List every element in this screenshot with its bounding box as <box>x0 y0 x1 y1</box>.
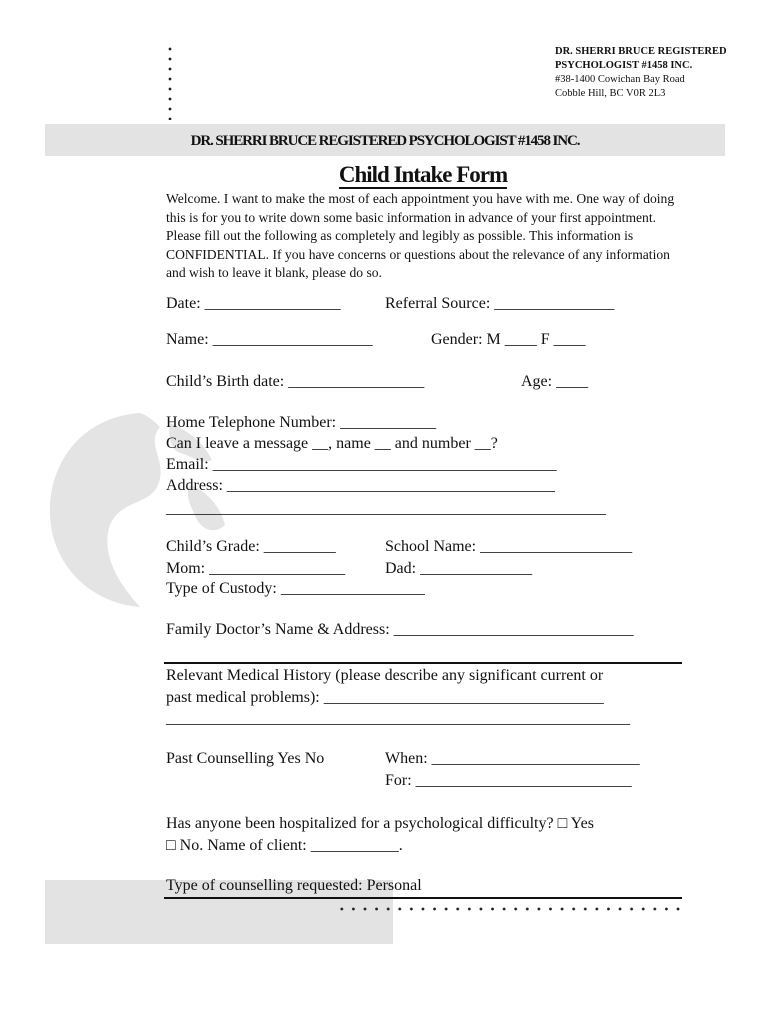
email-field[interactable]: Email: ___________________________________________ <box>166 456 557 473</box>
form-title <box>0 162 770 188</box>
past-counselling-field[interactable]: Past Counselling Yes No <box>166 750 325 767</box>
home-phone-field[interactable]: Home Telephone Number: ____________ <box>166 414 437 431</box>
medical-history-field-cont[interactable]: __________________________________________________________ <box>166 710 630 727</box>
hospitalized-client-name[interactable]: □ No. Name of client: ___________. <box>166 837 403 854</box>
referral-source-field[interactable]: Referral Source: _______________ <box>385 295 615 312</box>
address-line: Cobble Hill, BC V0R 2L3 <box>555 88 666 99</box>
letterhead-address <box>555 45 727 101</box>
family-doctor-field[interactable]: Family Doctor’s Name & Address: ______________________________ <box>166 621 634 638</box>
address-continued-field[interactable]: _______________________________________________________ <box>166 500 606 517</box>
age-field[interactable]: Age: ____ <box>521 373 589 390</box>
address-line: PSYCHOLOGIST #1458 INC. <box>555 60 693 71</box>
address-line: DR. SHERRI BRUCE REGISTERED <box>555 46 727 57</box>
medical-history-prompt: Relevant Medical History (please describe any significant current or <box>166 667 604 684</box>
grade-field[interactable]: Child’s Grade: _________ <box>166 538 336 555</box>
leave-message-field[interactable]: Can I leave a message __, name __ and number __? <box>166 435 498 452</box>
counselling-when-field[interactable]: When: __________________________ <box>385 750 640 767</box>
date-field[interactable]: Date: _________________ <box>166 295 341 312</box>
section-divider <box>164 662 682 664</box>
counselling-type-field[interactable]: Type of counselling requested: Personal <box>166 877 422 894</box>
address-field[interactable]: Address: _________________________________________ <box>166 477 555 494</box>
gender-field[interactable]: Gender: M ____ F ____ <box>431 331 586 348</box>
birth-date-field[interactable]: Child’s Birth date: _________________ <box>166 373 425 390</box>
counselling-for-field[interactable]: For: ___________________________ <box>385 772 632 789</box>
hospitalized-question[interactable]: Has anyone been hospitalized for a psychological difficulty? □ Yes <box>166 815 594 832</box>
name-field[interactable]: Name: ____________________ <box>166 331 373 348</box>
welcome-paragraph: Welcome. I want to make the most of each appointment you have with me. One way of doing this is for you to write down some basic information in advance of your first appointment. Please fill out the following as completely and legibly as possible. This information is CONFIDENTIAL. If you have concerns or questions about the relevance of any information and wish to leave it blank, please do so. <box>166 191 675 280</box>
form-title-text: Child Intake Form <box>338 162 508 187</box>
address-line: #38-1400 Cowichan Bay Road <box>555 74 685 85</box>
decorative-dots-horizontal <box>336 904 688 914</box>
medical-history-field[interactable]: past medical problems): ___________________________________ <box>166 689 604 706</box>
decorative-dots-vertical <box>166 44 174 120</box>
footer-divider <box>164 897 682 899</box>
dad-field[interactable]: Dad: ______________ <box>385 560 533 577</box>
mom-field[interactable]: Mom: _________________ <box>166 560 346 577</box>
school-name-field[interactable]: School Name: ___________________ <box>385 538 633 555</box>
banner-title: DR. SHERRI BRUCE REGISTERED PSYCHOLOGIST #1458 INC. <box>190 133 580 149</box>
custody-field[interactable]: Type of Custody: __________________ <box>166 580 425 597</box>
